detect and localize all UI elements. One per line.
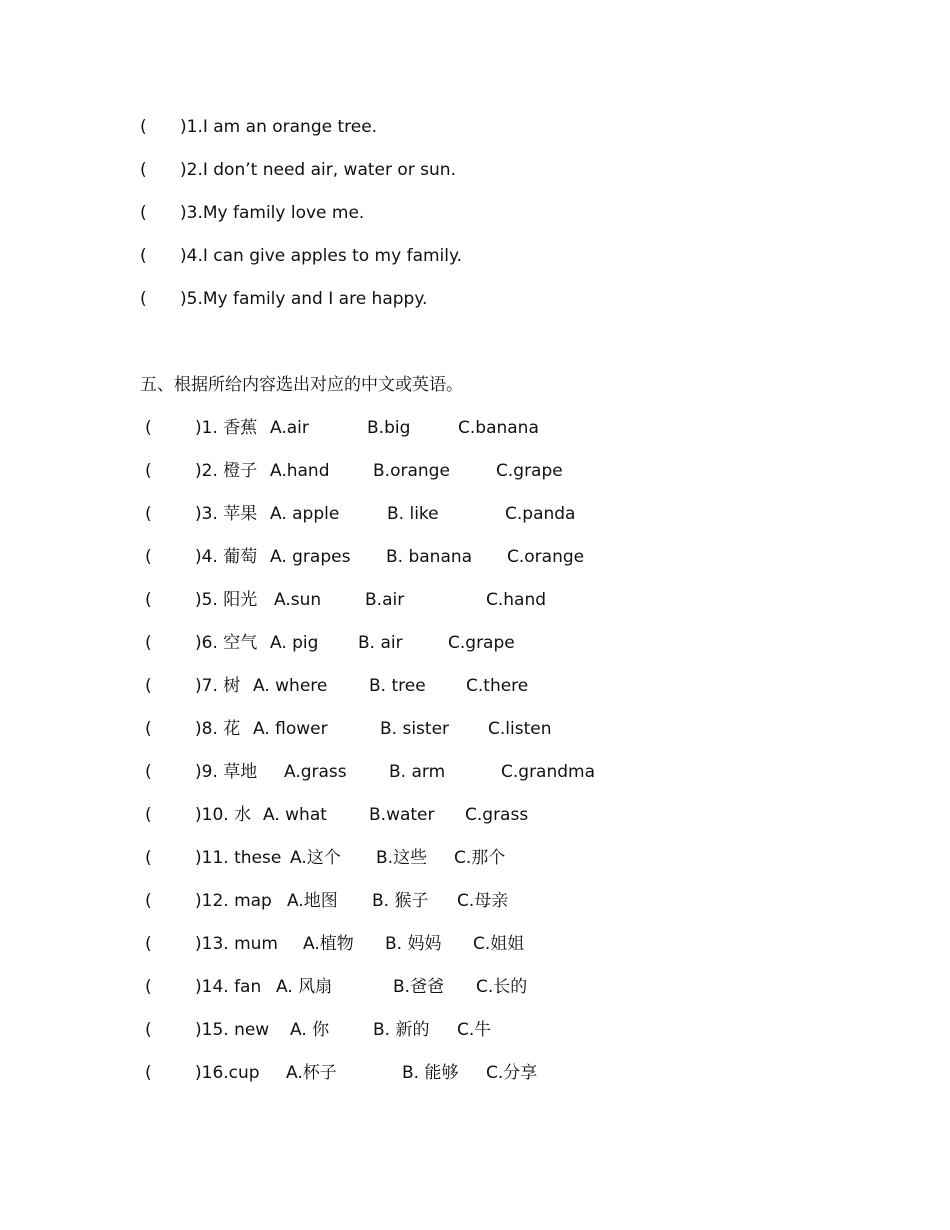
option-a: A.grass	[284, 762, 347, 782]
answer-blank-open: (	[145, 461, 152, 481]
option-a: A. what	[263, 805, 327, 825]
answer-blank-open: (	[140, 117, 147, 137]
answer-blank-open: (	[145, 805, 152, 825]
tf-item-text: )4.I can give apples to my family.	[180, 246, 463, 266]
question-word: )10. 水	[195, 805, 252, 825]
option-b: B. 新的	[373, 1020, 430, 1040]
answer-blank-open: (	[145, 676, 152, 696]
option-c: C.那个	[454, 848, 506, 868]
option-c: C.there	[466, 676, 529, 696]
option-c: C.listen	[488, 719, 552, 739]
option-a: A.杯子	[286, 1063, 337, 1083]
option-a: A. 你	[290, 1020, 330, 1040]
answer-blank-open: (	[140, 289, 147, 309]
option-b: B. 妈妈	[385, 934, 442, 954]
question-word: )11. these	[195, 848, 282, 868]
option-c: C.grass	[465, 805, 529, 825]
option-c: C.长的	[476, 977, 528, 997]
answer-blank-open: (	[145, 762, 152, 782]
tf-item-text: )3.My family love me.	[180, 203, 365, 223]
answer-blank-open: (	[145, 590, 152, 610]
option-b: B. 猴子	[372, 891, 429, 911]
tf-item-text: )5.My family and I are happy.	[180, 289, 428, 309]
option-b: B. sister	[380, 719, 450, 739]
question-word: )2. 橙子	[195, 461, 258, 481]
question-word: )9. 草地	[195, 762, 258, 782]
answer-blank-open: (	[145, 504, 152, 524]
answer-blank-open: (	[140, 160, 147, 180]
answer-blank-open: (	[145, 1063, 152, 1083]
question-word: )8. 花	[195, 719, 241, 739]
question-word: )3. 苹果	[195, 504, 258, 524]
option-b: B.爸爸	[393, 977, 445, 997]
question-word: )5. 阳光	[195, 590, 258, 610]
answer-blank-open: (	[145, 934, 152, 954]
option-c: C.母亲	[457, 891, 509, 911]
option-a: A.地图	[287, 891, 338, 911]
option-c: C.banana	[458, 418, 539, 438]
option-c: C.hand	[486, 590, 547, 610]
question-word: )14. fan	[195, 977, 262, 997]
option-a: A.air	[270, 418, 309, 438]
tf-item-text: )2.I don’t need air, water or sun.	[180, 160, 456, 180]
answer-blank-open: (	[145, 891, 152, 911]
option-c: C.姐姐	[473, 934, 525, 954]
question-word: )6. 空气	[195, 633, 258, 653]
answer-blank-open: (	[145, 418, 152, 438]
option-c: C.grape	[496, 461, 563, 481]
option-a: A.hand	[270, 461, 330, 481]
question-word: )7. 树	[195, 676, 241, 696]
answer-blank-open: (	[140, 246, 147, 266]
option-c: C.分享	[486, 1063, 538, 1083]
answer-blank-open: (	[145, 547, 152, 567]
option-b: B. air	[358, 633, 403, 653]
question-word: )13. mum	[195, 934, 278, 954]
question-word: )12. map	[195, 891, 272, 911]
option-c: C.grandma	[501, 762, 596, 782]
question-word: )15. new	[195, 1020, 270, 1040]
option-a: A.植物	[303, 934, 354, 954]
question-word: )16.cup	[195, 1063, 260, 1083]
option-a: A. 风扇	[276, 977, 333, 997]
tf-item-text: )1.I am an orange tree.	[180, 117, 378, 137]
option-a: A.这个	[290, 848, 341, 868]
option-a: A.sun	[274, 590, 322, 610]
option-b: B.这些	[376, 848, 428, 868]
option-b: B.big	[367, 418, 411, 438]
option-c: C.orange	[507, 547, 585, 567]
option-a: A. pig	[270, 633, 319, 653]
answer-blank-open: (	[145, 633, 152, 653]
option-b: B. arm	[389, 762, 446, 782]
option-a: A. grapes	[270, 547, 351, 567]
option-c: C.牛	[457, 1020, 492, 1040]
option-b: B. like	[387, 504, 439, 524]
option-b: B.orange	[373, 461, 450, 481]
option-c: C.panda	[505, 504, 576, 524]
option-b: B.water	[369, 805, 435, 825]
option-b: B.air	[365, 590, 405, 610]
option-a: A. where	[253, 676, 328, 696]
section-heading: 五、根据所给内容选出对应的中文或英语。	[140, 375, 463, 395]
answer-blank-open: (	[145, 719, 152, 739]
question-word: )1. 香蕉	[195, 418, 258, 438]
option-b: B. tree	[369, 676, 426, 696]
answer-blank-open: (	[145, 977, 152, 997]
answer-blank-open: (	[140, 203, 147, 223]
question-word: )4. 葡萄	[195, 547, 258, 567]
answer-blank-open: (	[145, 848, 152, 868]
option-a: A. flower	[253, 719, 328, 739]
option-c: C.grape	[448, 633, 515, 653]
option-b: B. 能够	[402, 1063, 459, 1083]
option-a: A. apple	[270, 504, 340, 524]
answer-blank-open: (	[145, 1020, 152, 1040]
option-b: B. banana	[386, 547, 473, 567]
